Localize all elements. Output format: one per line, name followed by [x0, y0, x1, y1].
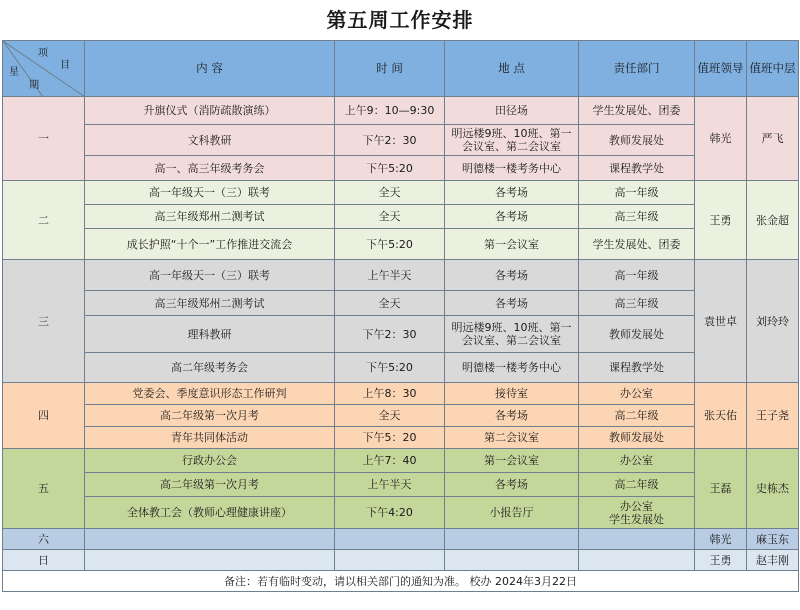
schedule-row [3, 550, 799, 571]
place-cell: 第一会议室 [445, 449, 579, 473]
diagonal-header-cell [3, 41, 85, 97]
content-cell: 成长护照“十个一”工作推进交流会 [85, 229, 335, 260]
content-cell: 青年共同体活动 [85, 427, 335, 449]
place-cell: 明远楼9班、10班、第一会议室、第二会议室 [445, 125, 579, 156]
place-cell: 各考场 [445, 181, 579, 205]
duty-leader-cell: 韩光 [695, 529, 747, 550]
weekday-cell: 日 [3, 550, 85, 571]
time-cell: 全天 [335, 181, 445, 205]
dept-cell [579, 550, 695, 571]
dept-cell: 高一年级 [579, 260, 695, 291]
time-cell [335, 550, 445, 571]
place-cell [445, 550, 579, 571]
duty-leader-cell: 王勇 [695, 181, 747, 260]
content-cell: 高一年级天一（三）联考 [85, 260, 335, 291]
place-cell: 各考场 [445, 405, 579, 427]
schedule-row [3, 529, 799, 550]
time-cell: 下午5:20 [335, 156, 445, 181]
place-cell: 田径场 [445, 97, 579, 125]
dept-cell: 高二年级 [579, 473, 695, 497]
place-cell: 各考场 [445, 291, 579, 316]
schedule-row [3, 125, 799, 156]
header-row [3, 41, 799, 97]
place-cell [445, 529, 579, 550]
schedule-row [3, 291, 799, 316]
header-place: 地 点 [445, 41, 579, 97]
time-cell: 全天 [335, 291, 445, 316]
header-xiang: 项 [38, 48, 48, 59]
place-cell: 明德楼一楼考务中心 [445, 156, 579, 181]
place-cell: 第一会议室 [445, 229, 579, 260]
time-cell: 下午5:20 [335, 229, 445, 260]
footer-note: 备注：若有临时变动，请以相关部门的通知为准。 校办 2024年3月22日 [3, 571, 799, 592]
time-cell: 全天 [335, 405, 445, 427]
duty-leader-cell: 王磊 [695, 449, 747, 529]
place-cell: 明远楼9班、10班、第一会议室、第二会议室 [445, 316, 579, 353]
schedule-row [3, 316, 799, 353]
dept-cell [579, 529, 695, 550]
dept-cell: 高二年级 [579, 405, 695, 427]
time-cell: 下午2：30 [335, 316, 445, 353]
time-cell: 全天 [335, 205, 445, 229]
place-cell: 小报告厅 [445, 497, 579, 529]
weekday-cell: 二 [3, 181, 85, 260]
header-time: 时 间 [335, 41, 445, 97]
content-cell: 高一年级天一（三）联考 [85, 181, 335, 205]
content-cell: 高三年级郑州二测考试 [85, 291, 335, 316]
duty-middle-cell: 刘玲玲 [747, 260, 799, 383]
weekday-cell: 三 [3, 260, 85, 383]
content-cell: 升旗仪式（消防疏散演练） [85, 97, 335, 125]
dept-cell: 学生发展处、团委 [579, 97, 695, 125]
dept-cell: 办公室 [579, 449, 695, 473]
time-cell: 上午半天 [335, 473, 445, 497]
time-cell: 下午4:20 [335, 497, 445, 529]
weekday-cell: 六 [3, 529, 85, 550]
content-cell: 高一、高三年级考务会 [85, 156, 335, 181]
time-cell: 下午5:20 [335, 353, 445, 383]
place-cell: 明德楼一楼考务中心 [445, 353, 579, 383]
header-leader: 值班领导 [695, 41, 747, 97]
dept-cell: 高一年级 [579, 181, 695, 205]
time-cell: 下午5：20 [335, 427, 445, 449]
duty-leader-cell: 袁世卓 [695, 260, 747, 383]
schedule-row [3, 473, 799, 497]
header-dept: 责任部门 [579, 41, 695, 97]
weekday-cell: 一 [3, 97, 85, 181]
content-cell: 高三年级郑州二测考试 [85, 205, 335, 229]
duty-middle-cell: 赵丰刚 [747, 550, 799, 571]
schedule-row [3, 427, 799, 449]
page-title: 第五周工作安排 [326, 8, 474, 32]
content-cell: 理科教研 [85, 316, 335, 353]
header-qi: 期 [29, 80, 39, 91]
footer-row [3, 571, 799, 592]
content-cell: 高二年级考务会 [85, 353, 335, 383]
time-cell: 上午8：30 [335, 383, 445, 405]
schedule-row [3, 449, 799, 473]
schedule-row [3, 229, 799, 260]
duty-middle-cell: 王子尧 [747, 383, 799, 449]
schedule-row [3, 260, 799, 291]
place-cell: 各考场 [445, 473, 579, 497]
duty-leader-cell: 王勇 [695, 550, 747, 571]
schedule-row [3, 205, 799, 229]
dept-cell: 高三年级 [579, 291, 695, 316]
duty-middle-cell: 史栋杰 [747, 449, 799, 529]
dept-cell: 教师发展处 [579, 125, 695, 156]
content-cell: 高二年级第一次月考 [85, 405, 335, 427]
duty-leader-cell: 张天佑 [695, 383, 747, 449]
content-cell [85, 529, 335, 550]
dept-cell: 教师发展处 [579, 316, 695, 353]
time-cell [335, 529, 445, 550]
place-cell: 各考场 [445, 260, 579, 291]
dept-cell: 办公室 学生发展处 [579, 497, 695, 529]
content-cell [85, 550, 335, 571]
time-cell: 上午半天 [335, 260, 445, 291]
content-cell: 行政办公会 [85, 449, 335, 473]
dept-cell: 办公室 [579, 383, 695, 405]
place-cell: 各考场 [445, 205, 579, 229]
content-cell: 高二年级第一次月考 [85, 473, 335, 497]
schedule-row [3, 405, 799, 427]
weekday-cell: 五 [3, 449, 85, 529]
schedule-table [2, 40, 799, 592]
header-content: 内 容 [85, 41, 335, 97]
schedule-row [3, 181, 799, 205]
duty-leader-cell: 韩光 [695, 97, 747, 181]
schedule-row [3, 97, 799, 125]
schedule-body [3, 97, 799, 571]
schedule-row [3, 156, 799, 181]
duty-middle-cell: 严飞 [747, 97, 799, 181]
schedule-row [3, 383, 799, 405]
dept-cell: 高三年级 [579, 205, 695, 229]
duty-middle-cell: 张金超 [747, 181, 799, 260]
dept-cell: 教师发展处 [579, 427, 695, 449]
time-cell: 上午9：10—9:30 [335, 97, 445, 125]
header-mu: 目 [60, 60, 70, 71]
time-cell: 上午7：40 [335, 449, 445, 473]
place-cell: 接待室 [445, 383, 579, 405]
header-middle: 值班中层 [747, 41, 799, 97]
duty-middle-cell: 麻玉东 [747, 529, 799, 550]
content-cell: 党委会、季度意识形态工作研判 [85, 383, 335, 405]
header-xing: 星 [9, 67, 19, 78]
dept-cell: 课程教学处 [579, 156, 695, 181]
time-cell: 下午2：30 [335, 125, 445, 156]
schedule-row [3, 497, 799, 529]
content-cell: 文科教研 [85, 125, 335, 156]
dept-cell: 学生发展处、团委 [579, 229, 695, 260]
place-cell: 第二会议室 [445, 427, 579, 449]
weekday-cell: 四 [3, 383, 85, 449]
content-cell: 全体教工会（教师心理健康讲座） [85, 497, 335, 529]
dept-cell: 课程教学处 [579, 353, 695, 383]
schedule-row [3, 353, 799, 383]
